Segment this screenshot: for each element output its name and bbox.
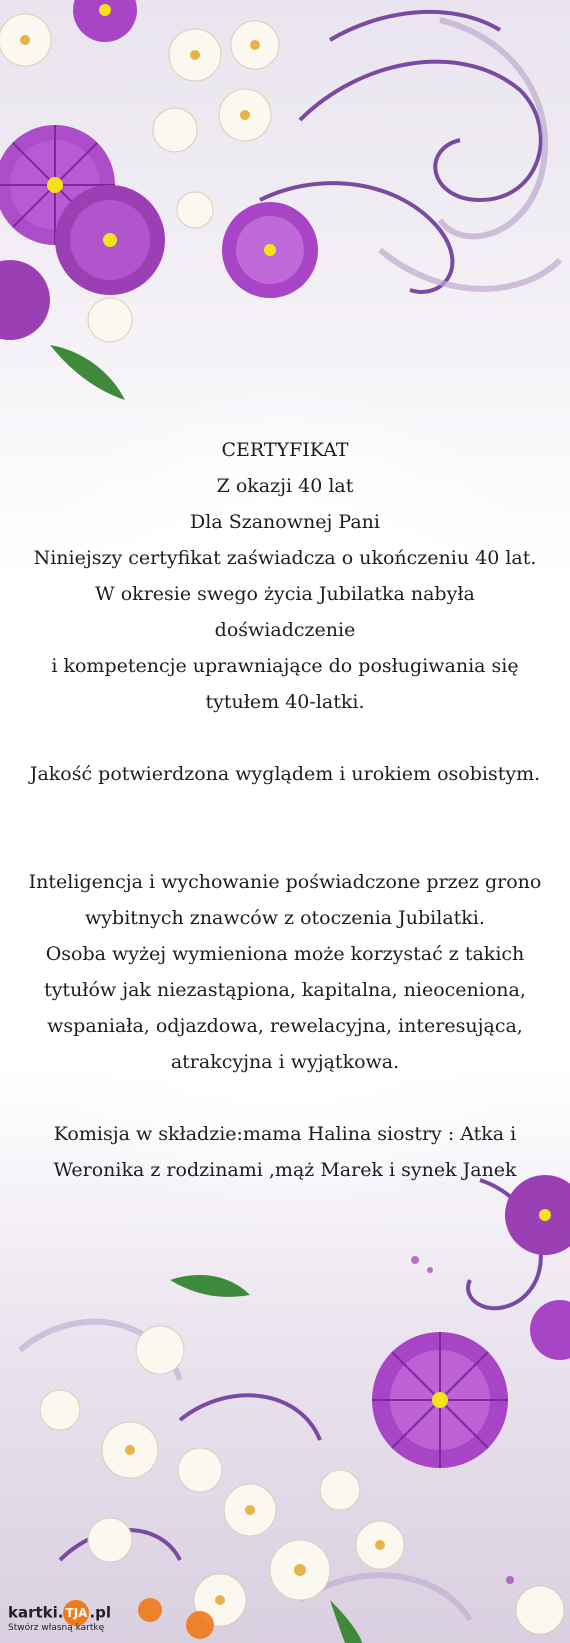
intelligence-line: Osoba wyżej wymieniona może korzystać z takich bbox=[45, 943, 525, 965]
top-leaf bbox=[50, 345, 125, 400]
spacer bbox=[20, 792, 550, 864]
committee-line: Weronika z rodzinami ,mąż Marek i synek Janek bbox=[53, 1159, 517, 1181]
logo-tagline: Stwórz własną kartkę bbox=[8, 1623, 105, 1633]
certificate-title: CERTYFIKAT bbox=[221, 439, 349, 461]
spacer bbox=[20, 720, 550, 756]
body-line: Niniejszy certyfikat zaświadcza o ukończeniu 40 lat. bbox=[33, 547, 537, 569]
intelligence-line: atrakcyjna i wyjątkowa. bbox=[170, 1051, 400, 1073]
certificate-recipient: Dla Szanownej Pani bbox=[190, 511, 380, 533]
intelligence-line: wspaniała, odjazdowa, rewelacyjna, interesująca, bbox=[47, 1015, 523, 1037]
body-line: i kompetencje uprawniające do posługiwania się bbox=[51, 655, 519, 677]
bottom-purple-flowers bbox=[372, 1175, 570, 1468]
certificate-text bbox=[20, 432, 550, 1188]
body-line: tytułem 40-latki. bbox=[205, 691, 365, 713]
spacer bbox=[20, 1080, 550, 1116]
quality-line: Jakość potwierdzona wyglądem i urokiem osobistym. bbox=[29, 763, 541, 785]
body-line: doświadczenie bbox=[214, 619, 356, 641]
logo-badge: TJA bbox=[63, 1600, 89, 1626]
kartki-logo[interactable] bbox=[8, 1598, 120, 1638]
logo-text-right: .pl bbox=[89, 1603, 112, 1622]
logo-text-left: kartki. bbox=[8, 1603, 64, 1622]
intelligence-line: wybitnych znawców z otoczenia Jubilatki. bbox=[85, 907, 485, 929]
intelligence-line: tytułów jak niezastąpiona, kapitalna, nieoceniona, bbox=[44, 979, 526, 1001]
intelligence-line: Inteligencja i wychowanie poświadczone przez grono bbox=[28, 871, 542, 893]
certificate-occasion: Z okazji 40 lat bbox=[216, 475, 354, 497]
committee-line: Komisja w składzie:mama Halina siostry : Atka i bbox=[53, 1123, 517, 1145]
body-line: W okresie swego życia Jubilatka nabyła bbox=[95, 583, 475, 605]
